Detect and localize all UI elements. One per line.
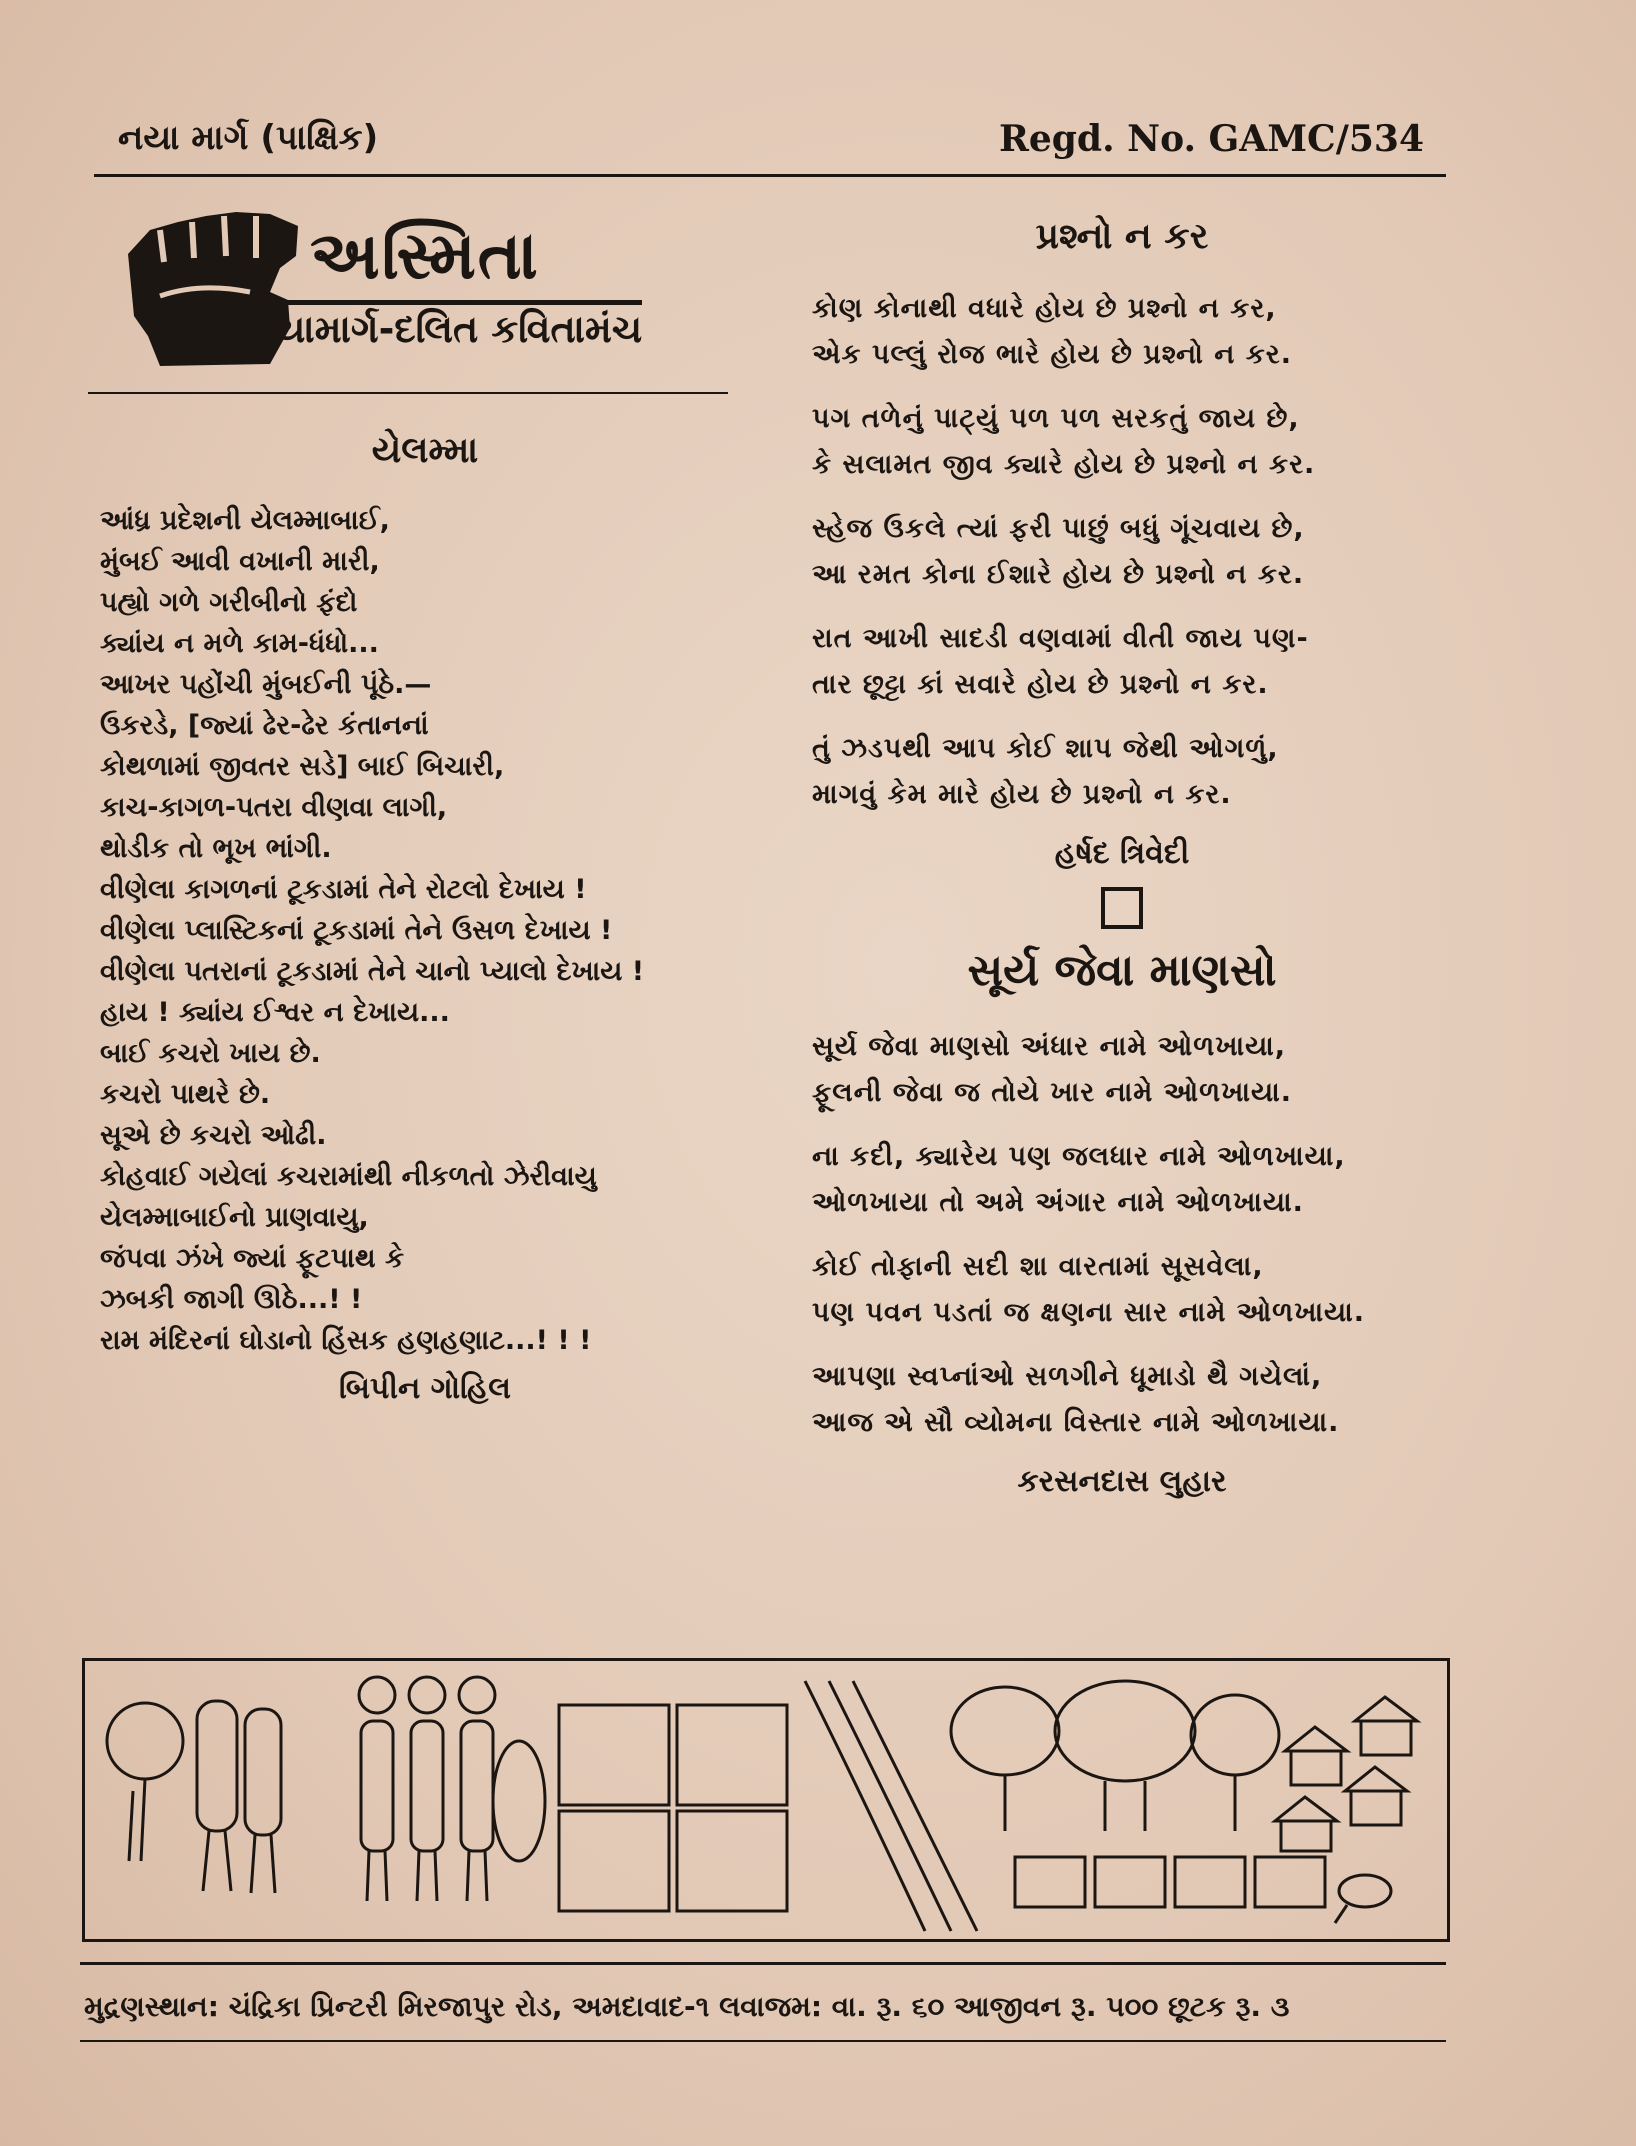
stanza [812,1024,1432,1116]
poem-line: સૂર્ય જેવા માણસો અંધાર નામે ઓળખાયા, [812,1031,1287,1062]
poet-name-right-1: હર્ષદ ત્રિવેદી [1054,836,1190,871]
footer-rule-bottom [80,2040,1446,2042]
poem-line: કોહવાઈ ગયેલાં કચરામાંથી નીકળતો ઝેરીવાયુ [100,1161,597,1192]
poet-name-left: બિપીન ગોહિલ [339,1371,511,1406]
poem-line: ઝબકી જાગી ઊઠે...! ! [100,1284,363,1315]
poem-line: કચરો પાથરે છે. [100,1079,271,1110]
poem-line: સ્હેજ ઉકલે ત્યાં ફરી પાછું બધું ગૂંચવાય છે, [812,513,1305,544]
stanza [812,396,1432,488]
poem-line: આપણા સ્વપ્નાંઓ સળગીને ધૂમાડો થૈ ગયેલાં, [812,1361,1323,1392]
stanza [812,1244,1432,1336]
logo-subtitle: નયામાર્ગ-દલિત કવિતામંચ [246,300,642,352]
poem-line: કે સલામત જીવ ક્યારે હોય છે પ્રશ્નો ન કર. [812,449,1316,480]
poem-line: હાય ! ક્યાંય ઈશ્વર ન દેખાય... [100,997,450,1028]
logo-title: અસ્મિતા [310,216,540,294]
poem-line: તું ઝડપથી આપ કોઈ શાપ જેથી ઓગળું, [812,733,1279,764]
poem-line: ઓળખાયા તો અમે અંગાર નામે ઓળખાયા. [812,1187,1304,1218]
poem-line: બાઈ કચરો ખાય છે. [100,1038,321,1069]
poem-line: ઉકરડે, [જ્યાં ઢેર-ઢેર કંતાનનાં [100,710,429,741]
registration-number: Regd. No. GAMC/534 [998,118,1424,160]
stanza [812,1134,1432,1226]
poem-title-yellamma: યેલમ્મા [371,430,479,471]
stanza [812,286,1432,378]
section-divider-box [1101,887,1143,929]
header-rule [94,174,1446,177]
poem-line: જંપવા ઝંખે જ્યાં ફૂટપાથ કે [100,1243,405,1274]
poem-line: માગવું કેમ મારે હોય છે પ્રશ્નો ન કર. [812,779,1232,810]
poem-line: સૂએ છે કચરો ઓઢી. [100,1120,327,1151]
logo-rule [88,392,728,394]
poem-title-surya: સૂર્ય જેવા માણસો [967,945,1277,996]
poem-body-yellamma [100,500,750,1361]
poem-line: વીણેલા પતરાનાં ટૂકડામાં તેને ચાનો પ્યાલો દેખાય ! [100,956,645,987]
poem-line: મુંબઈ આવી વખાની મારી, [100,546,380,577]
publication-name: નયા માર્ગ (પાક્ષિક) [118,118,379,158]
poem-line: તાર છૂટ્ટા કાં સવારે હોય છે પ્રશ્નો ન કર. [812,669,1269,700]
poem-line: રાત આખી સાદડી વણવામાં વીતી જાય પણ- [812,623,1309,654]
village-scene-icon [85,1661,1447,1939]
poem-line: ક્યાંય ન મળે કામ-ધંધો... [100,628,379,659]
folk-art-illustration [82,1658,1450,1942]
poem-line: આખર પહોંચી મુંબઈની પૂંઠે.— [100,669,432,700]
poem-line: ફૂલની જેવા જ તોયે ખાર નામે ઓળખાયા. [812,1077,1292,1108]
poet-name-right-2: કરસનદાસ લુહાર [1017,1464,1227,1499]
poem-line: થોડીક તો ભૂખ ભાંગી. [100,833,332,864]
poem-line: યેલમ્માબાઈનો પ્રાણવાયુ, [100,1202,369,1233]
poem-line: પહ્યો ગળે ગરીબીનો ફંદો [100,587,358,618]
stanza [812,726,1432,818]
poem-line: આજ એ સૌ વ્યોમના વિસ્તાર નામે ઓળખાયા. [812,1407,1340,1438]
stanza [812,1354,1432,1446]
poem-line: એક પલ્લું રોજ ભારે હોય છે પ્રશ્નો ન કર. [812,339,1293,370]
stanza [812,616,1432,708]
poem-line: પગ તળેનું પાટ્યું પળ પળ સરકતું જાય છે, [812,403,1300,434]
asmita-logo [120,196,740,376]
printer-and-subscription-info: મુદ્રણસ્થાન: ચંદ્રિકા પ્રિન્ટરી મિરજાપુર રોડ, અમદાવાદ-૧ લવાજમ: વા. રૂ. ૬૦ આજીવન રૂ. ૫૦૦ છૂટક રૂ. ૩ [84,1990,1290,2023]
stanza [812,506,1432,598]
poem-line: કાચ-કાગળ-પતરા વીણવા લાગી, [100,792,448,823]
footer-rule-top [80,1962,1446,1965]
poem-line: વીણેલા કાગળનાં ટૂકડામાં તેને રોટલો દેખાય ! [100,874,587,905]
poem-line: આ રમત કોના ઈશારે હોય છે પ્રશ્નો ન કર. [812,559,1305,590]
poem-line: પણ પવન પડતાં જ ક્ષણના સાર નામે ઓળખાયા. [812,1297,1366,1328]
poem-line: આંધ્ર પ્રદેશની યેલમ્માબાઈ, [100,505,390,536]
poem-line: કોણ કોનાથી વધારે હોય છે પ્રશ્નો ન કર, [812,293,1277,324]
poem-line: કોઈ તોફાની સદી શા વારતામાં સૂસવેલા, [812,1251,1264,1282]
poem-title-prashno: પ્રશ્નો ન કર [1035,216,1209,257]
poem-body-prashno [812,286,1432,818]
poem-line: કોથળામાં જીવતર સડે] બાઈ બિચારી, [100,751,505,782]
poem-body-surya [812,1024,1432,1446]
poem-line: વીણેલા પ્લાસ્ટિકનાં ટૂકડામાં તેને ઉસળ દેખાય ! [100,915,613,946]
right-column [812,216,1432,1499]
left-column [100,430,750,1406]
poem-line: રામ મંદિરનાં ઘોડાનો હિંસક હણહણાટ...! ! ! [100,1325,592,1356]
poem-line: ના કદી, ક્યારેય પણ જલધાર નામે ઓળખાયા, [812,1141,1346,1172]
